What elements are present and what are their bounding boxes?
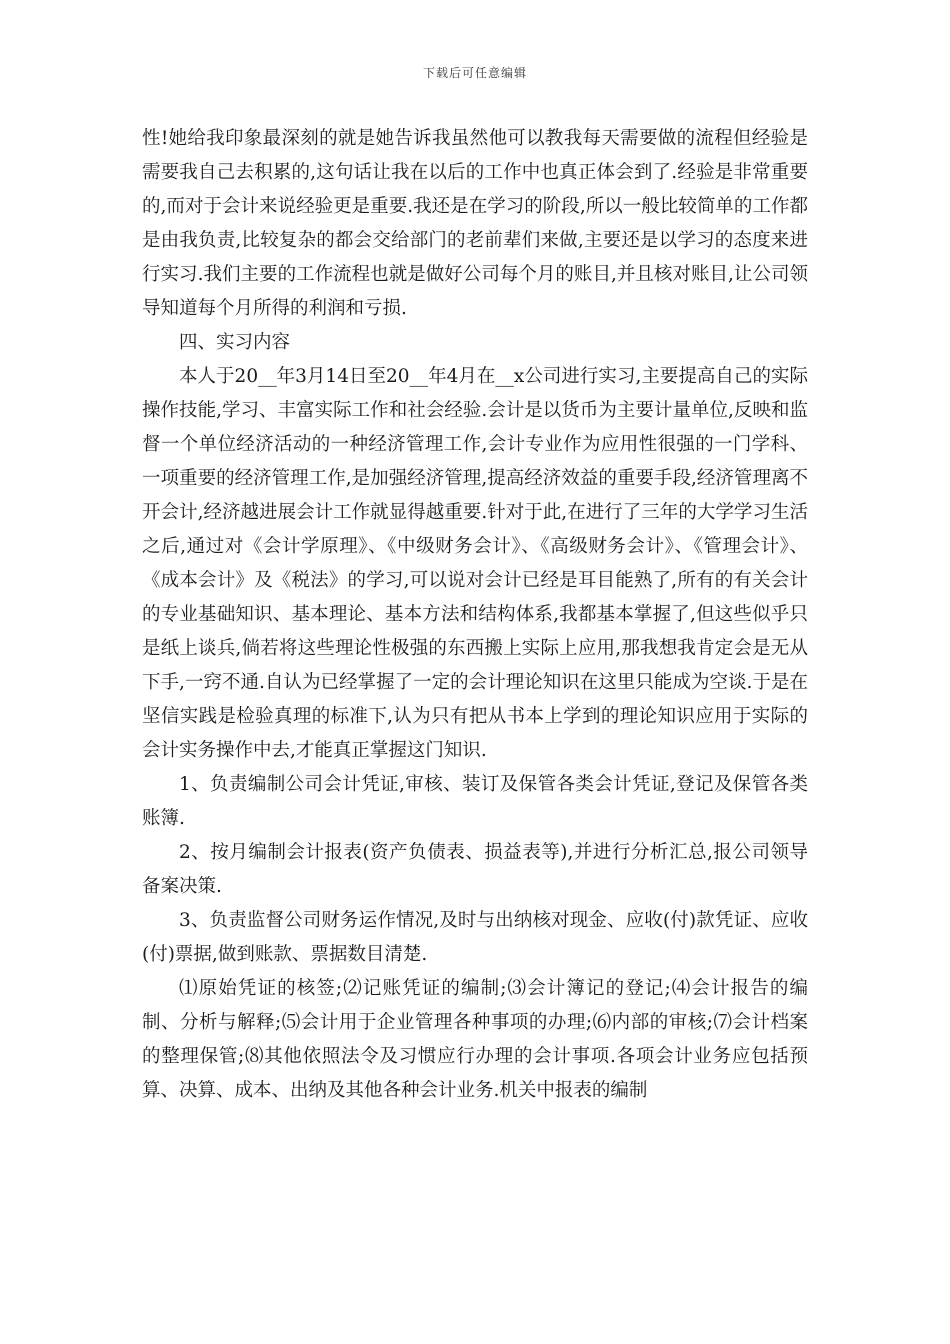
list-item-2: 2、按月编制会计报表(资产负债表、损益表等),并进行分析汇总,报公司领导备案决策. [142, 842, 808, 897]
paragraph-continuation: 性!她给我印象最深刻的就是她告诉我虽然他可以教我每天需要做的流程但经验是需要我自己去积累的,这句话让我在以后的工作中也真正体会到了.经验是非常重要的,而对于会计来说经验更是重要.我还是在学习的阶段,所以一般比较简单的工作都是由我负责,比较复杂的都会交给部门的老前辈们来做,主要还是以学习的态度来进行实习.我们主要的工作流程也就是做好公司每个月的账目,并且核对账目,让公司领导知道每个月所得的利润和亏损. [142, 128, 808, 319]
paragraph-accounting-duties: ⑴原始凭证的核签;⑵记账凭证的编制;⑶会计簿记的登记;⑷会计报告的编制、分析与解释;⑸会计用于企业管理各种事项的办理;⑹内部的审核;⑺会计档案的整理保管;⑻其他依照法令及习惯应行办理的会计事项.各项会计业务应包括预算、决算、成本、出纳及其他各种会计业务.机关中报表的编制 [142, 978, 808, 1101]
section-heading-internship-content: 四、实习内容 [179, 332, 291, 353]
paragraph-internship-overview: 本人于20__年3月14日至20__年4月在__x公司进行实习,主要提高自己的实际操作技能,学习、丰富实际工作和社会经验.会计是以货币为主要计量单位,反映和监督一个单位经济活动的一种经济管理工作,会计专业作为应用性很强的一门学科、一项重要的经济管理工作,是加强经济管理,提高经济效益的重要手段,经济管理离不开会计,经济越进展会计工作就显得越重要.针对于此,在进行了三年的大学学习生活之后,通过对《会计学原理》、《中级财务会计》、《高级财务会计》、《管理会计》、《成本会计》及《税法》的学习,可以说对会计已经是耳目能熟了,所有的有关会计的专业基础知识、基本理论、基本方法和结构体系,我都基本掌握了,但这些似乎只是纸上谈兵,倘若将这些理论性极强的东西搬上实际上应用,那我想我肯定会是无从下手,一窍不通.自认为已经掌握了一定的会计理论知识在这里只能成为空谈.于是在坚信实践是检验真理的标准下,认为只有把从书本上学到的理论知识应用于实际的会计实务操作中去,才能真正掌握这门知识. [142, 366, 808, 761]
page-header: 下载后可任意编辑 [422, 66, 527, 80]
list-item-3: 3、负责监督公司财务运作情况,及时与出纳核对现金、应收(付)款凭证、应收(付)票据,做到账款、票据数目清楚. [142, 910, 808, 965]
list-item-1: 1、负责编制公司会计凭证,审核、装订及保管各类会计凭证,登记及保管各类账簿. [142, 774, 808, 829]
document-body [142, 122, 808, 1108]
